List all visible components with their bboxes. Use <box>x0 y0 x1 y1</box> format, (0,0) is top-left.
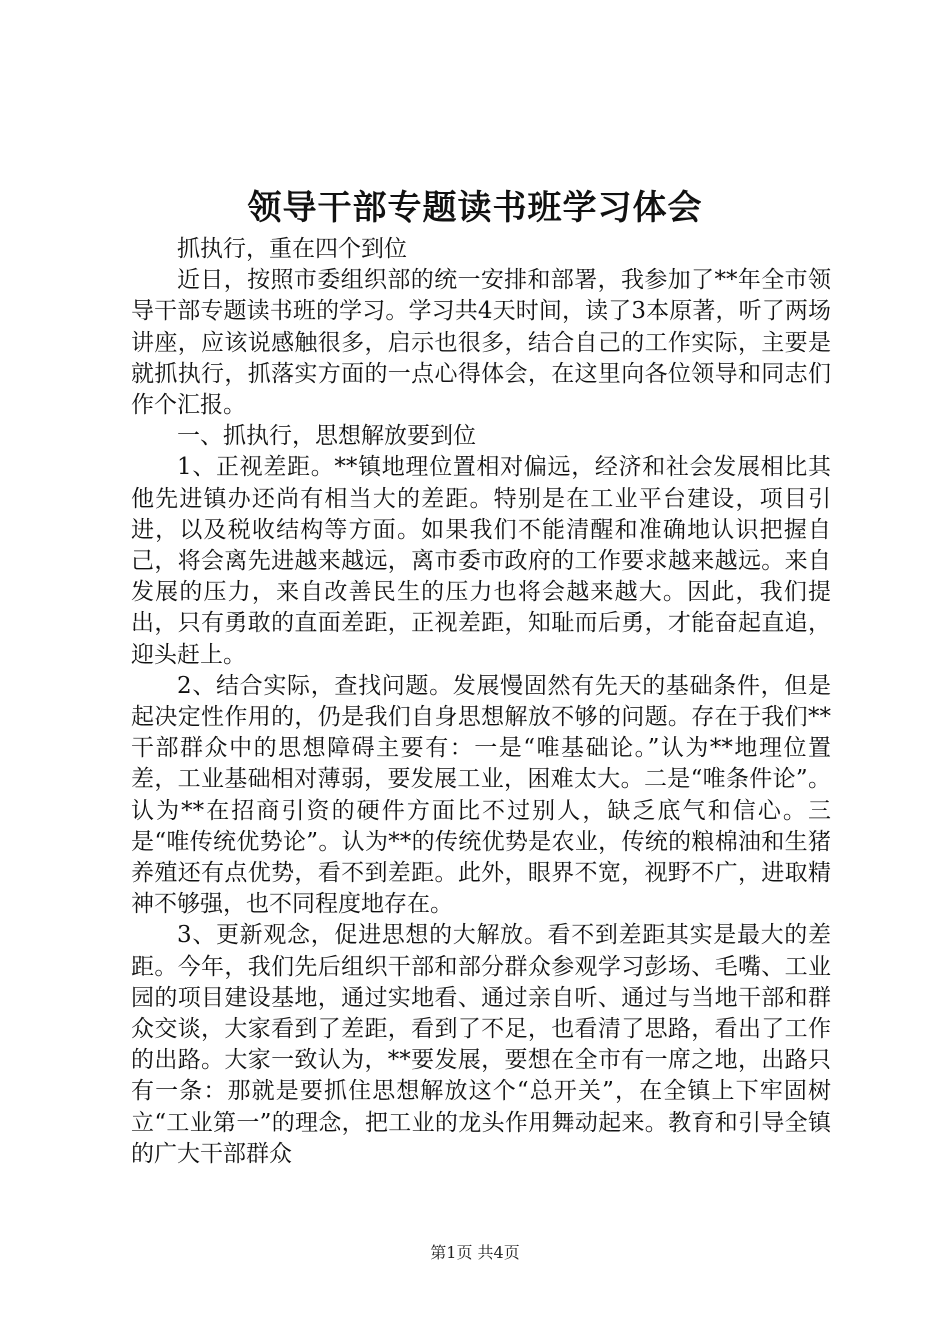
body-paragraph: 1、正视差距。**镇地理位置相对偏远，经济和社会发展相比其他先进镇办还尚有相当大的差距。特别是在工业平台建设，项目引进，以及税收结构等方面。如果我们不能清醒和准确地认识把握自己，将会离先进越来越远，离市委市政府的工作要求越来越远。来自发展的压力，来自改善民生的压力也将会越来越大。因此，我们提出，只有勇敢的直面差距，正视差距，知耻而后勇，才能奋起直追，迎头赶上。 <box>131 454 831 668</box>
intro-paragraph: 近日，按照市委组织部的统一安排和部署，我参加了**年全市领导干部专题读书班的学习。学习共4天时间，读了3本原著，听了两场讲座，应该说感触很多，启示也很多，结合自己的工作实际，主要是就抓执行，抓落实方面的一点心得体会，在这里向各位领导和同志们作个汇报。 <box>131 267 831 419</box>
page-footer: 第1页 共4页 <box>430 1243 520 1262</box>
document-title: 领导干部专题读书班学习体会 <box>247 188 703 228</box>
section-heading: 一、抓执行，思想解放要到位 <box>177 423 476 450</box>
document-body <box>131 234 831 1170</box>
subtitle-paragraph: 抓执行，重在四个到位 <box>177 236 407 262</box>
body-paragraph: 3、更新观念，促进思想的大解放。看不到差距其实是最大的差距。今年，我们先后组织干部和部分群众参观学习彭场、毛嘴、工业园的项目建设基地，通过实地看、通过亲自听、通过与当地干部和群众交谈，大家看到了差距，看到了不足，也看清了思路，看出了工作的出路。大家一致认为，**要发展，要想在全市有一席之地，出路只有一条：那就是要抓住思想解放这个“总开关”，在全镇上下牢固树立“工业第一”的理念，把工业的龙头作用舞动起来。教育和引导全镇的广大干部群众 <box>131 922 831 1167</box>
body-paragraph: 2、结合实际，查找问题。发展慢固然有先天的基础条件，但是起决定性作用的，仍是我们自身思想解放不够的问题。存在于我们**干部群众中的思想障碍主要有：一是“唯基础论。”认为**地理位置差，工业基础相对薄弱，要发展工业，困难太大。二是“唯条件论”。认为**在招商引资的硬件方面比不过别人，缺乏底气和信心。三是“唯传统优势论”。认为**的传统优势是农业，传统的粮棉油和生猪养殖还有点优势，看不到差距。此外，眼界不宽，视野不广，进取精神不够强，也不同程度地存在。 <box>131 672 831 918</box>
